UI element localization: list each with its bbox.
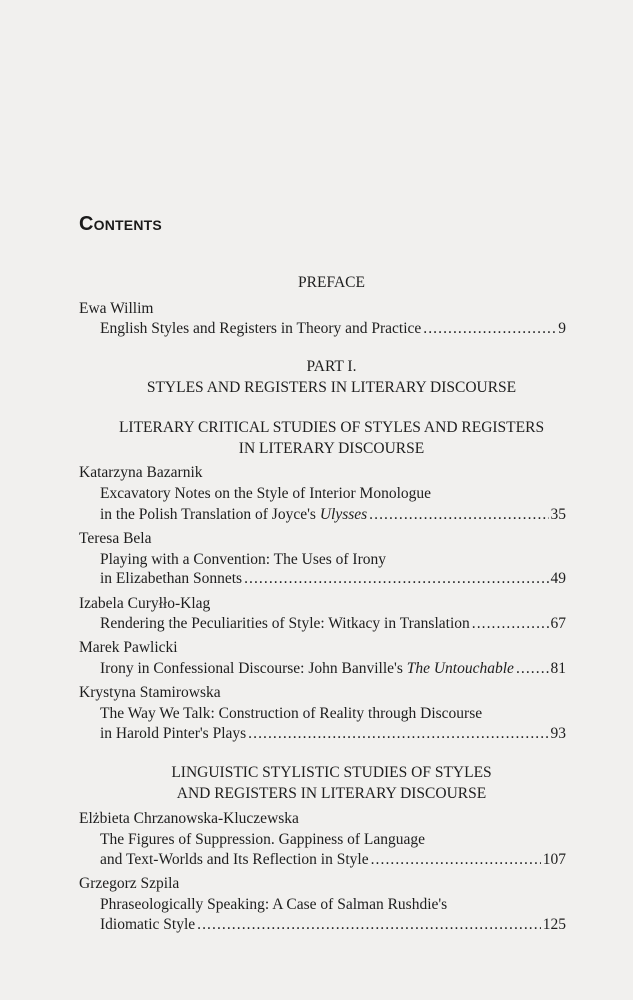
entry-title: Excavatory Notes on the Style of Interior Monologue xyxy=(100,485,432,502)
section-heading: LINGUISTIC STYLISTIC STUDIES OF STYLES xyxy=(171,764,492,781)
section-heading: IN LITERARY DISCOURSE xyxy=(238,440,425,457)
page-title: Contents xyxy=(79,213,162,235)
entry-title: The Figures of Suppression. Gappiness of Language xyxy=(100,831,426,848)
entry-title: Phraseologically Speaking: A Case of Salman Rushdie's xyxy=(100,896,448,913)
entry-author: Ewa Willim xyxy=(79,300,154,317)
page-number: 67 xyxy=(550,615,566,632)
toc-entry[interactable] xyxy=(100,318,566,340)
page-number: 93 xyxy=(550,725,566,742)
part-heading: PART I. xyxy=(306,358,357,375)
part-subheading: STYLES AND REGISTERS IN LITERARY DISCOURSE xyxy=(146,379,517,396)
dot-leader xyxy=(369,504,548,526)
entry-title-text: Irony in Confessional Discourse: John Banville's xyxy=(100,660,407,677)
dot-leader xyxy=(197,914,541,936)
entry-author: Teresa Bela xyxy=(79,530,152,547)
entry-title: in Harold Pinter's Plays xyxy=(100,725,247,742)
section-heading: LITERARY CRITICAL STUDIES OF STYLES AND REGISTERS xyxy=(118,419,545,436)
dot-leader xyxy=(423,318,556,340)
dot-leader xyxy=(371,849,541,871)
entry-title-text: in the Polish Translation of Joyce's xyxy=(100,506,320,523)
toc-entry[interactable] xyxy=(100,568,566,590)
preface-heading: PREFACE xyxy=(298,274,365,291)
toc-entry[interactable] xyxy=(100,504,566,526)
page-number: 107 xyxy=(542,851,566,868)
entry-title: in Elizabethan Sonnets xyxy=(100,570,243,587)
dot-leader xyxy=(248,723,548,745)
entry-title xyxy=(100,504,367,526)
dot-leader xyxy=(244,568,548,590)
entry-title: Rendering the Peculiarities of Style: Witkacy in Translation xyxy=(100,615,470,632)
dot-leader xyxy=(472,613,549,635)
entry-title: Idiomatic Style xyxy=(100,916,196,933)
dot-leader xyxy=(516,658,549,680)
page-number: 35 xyxy=(550,506,566,523)
toc-entry[interactable] xyxy=(100,849,566,871)
entry-title: English Styles and Registers in Theory and Practice xyxy=(100,320,422,337)
entry-author: Marek Pawlicki xyxy=(79,639,178,656)
entry-title: and Text-Worlds and Its Reflection in Style xyxy=(100,851,369,868)
entry-author: Krystyna Stamirowska xyxy=(79,684,221,701)
toc-entry[interactable] xyxy=(100,613,566,635)
page-number: 81 xyxy=(550,660,566,677)
toc-entry[interactable] xyxy=(100,723,566,745)
entry-author: Grzegorz Szpila xyxy=(79,875,180,892)
page-number: 49 xyxy=(550,570,566,587)
entry-title xyxy=(100,658,514,680)
entry-title-italic: Ulysses xyxy=(319,506,368,523)
page-number: 125 xyxy=(542,916,566,933)
entry-author: Katarzyna Bazarnik xyxy=(79,464,203,481)
entry-title-italic: The Untouchable xyxy=(406,660,514,677)
toc-entry[interactable] xyxy=(100,914,566,936)
entry-author: Elżbieta Chrzanowska-Kluczewska xyxy=(79,810,299,827)
entry-title: The Way We Talk: Construction of Reality through Discourse xyxy=(100,705,483,722)
page-number: 9 xyxy=(558,320,566,337)
entry-title: Playing with a Convention: The Uses of Irony xyxy=(100,551,387,568)
toc-entry[interactable] xyxy=(100,658,566,680)
entry-author: Izabela Curyłło-Klag xyxy=(79,595,211,612)
section-heading: AND REGISTERS IN LITERARY DISCOURSE xyxy=(176,785,487,802)
